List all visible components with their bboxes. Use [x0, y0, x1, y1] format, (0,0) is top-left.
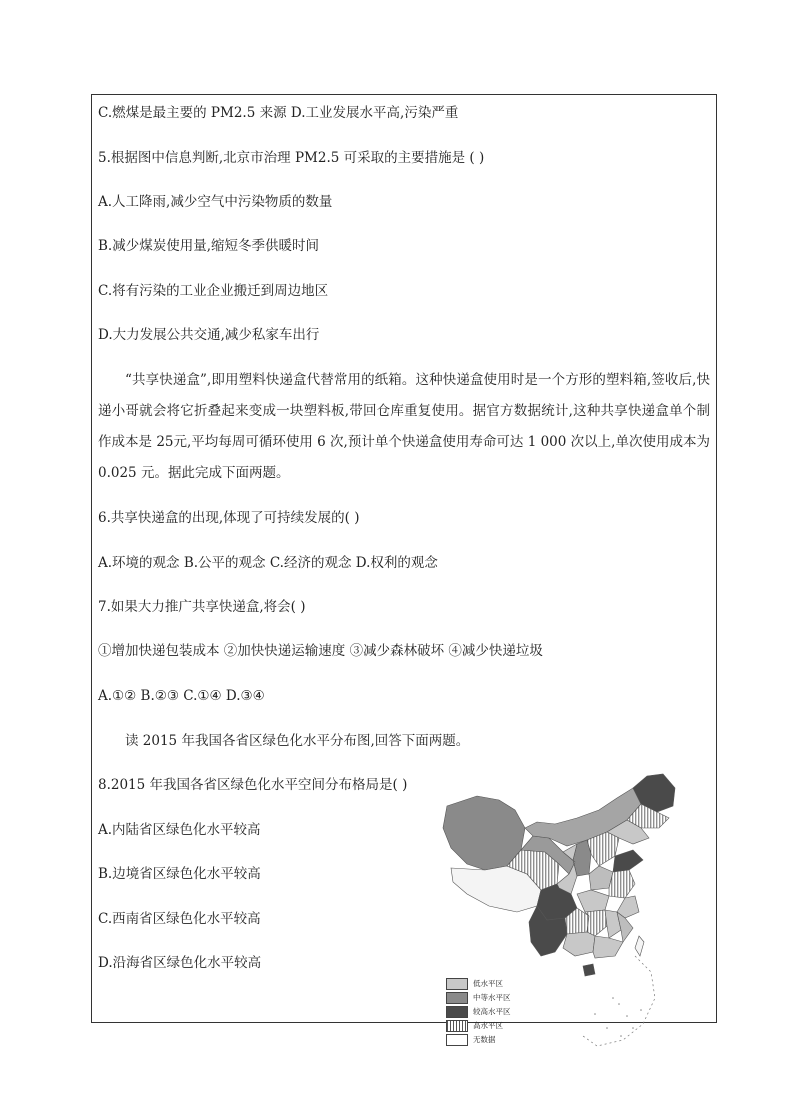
- question-5: 5.根据图中信息判断,北京市治理 PM2.5 可采取的主要措施是 ( ): [98, 150, 485, 166]
- question-7-items: ①增加快递包装成本 ②加快快递运输速度 ③减少森林破坏 ④减少快递垃圾: [98, 643, 543, 659]
- legend-row: [446, 1033, 511, 1047]
- question-5-option-d: D.大力发展公共交通,减少私家车出行: [98, 327, 320, 343]
- legend-swatch-medium: [446, 992, 468, 1004]
- legend-label: 无数据: [473, 1035, 496, 1044]
- question-8-option-d: D.沿海省区绿色化水平较高: [98, 955, 262, 971]
- question-8-option-c: C.西南省区绿色化水平较高: [98, 911, 261, 927]
- legend-row: [446, 1005, 511, 1019]
- legend-label: 高水平区: [473, 1021, 503, 1030]
- region-guangxi: [563, 932, 595, 956]
- question-5-option-a: A.人工降雨,减少空气中污染物质的数量: [98, 194, 333, 210]
- option-line-c-d: C.燃煤是最主要的 PM2.5 来源 D.工业发展水平高,污染严重: [98, 105, 459, 121]
- question-7-options: A.①② B.②③ C.①④ D.③④: [98, 688, 265, 704]
- legend-row: [446, 991, 511, 1005]
- question-5-option-b: B.减少煤炭使用量,缩短冬季供暖时间: [98, 238, 320, 254]
- question-6: 6.共享快递盒的出现,体现了可持续发展的( ): [98, 510, 360, 526]
- question-8-option-b: B.边境省区绿色化水平较高: [98, 866, 261, 882]
- legend-row: [446, 1019, 511, 1033]
- region-guangdong: [593, 936, 623, 958]
- region-xinjiang: [443, 796, 525, 870]
- question-8-option-a: A.内陆省区绿色化水平较高: [98, 822, 261, 838]
- region-taiwan: [635, 936, 644, 956]
- legend-swatch-high: [446, 1020, 468, 1032]
- map-legend: [446, 977, 511, 1047]
- intro-question-8: 读 2015 年我国各省区绿色化水平分布图,回答下面两题。: [125, 733, 470, 749]
- legend-label: 较高水平区: [473, 1007, 511, 1016]
- region-hainan: [583, 964, 595, 976]
- question-7: 7.如果大力推广共享快递盒,将会( ): [98, 599, 306, 615]
- region-jiangsu-anhui: [609, 870, 635, 898]
- question-8: 8.2015 年我国各省区绿色化水平空间分布格局是( ): [98, 777, 408, 793]
- legend-swatch-low: [446, 978, 468, 990]
- legend-row: [446, 977, 511, 991]
- legend-swatch-no-data: [446, 1034, 468, 1046]
- question-6-options: A.环境的观念 B.公平的观念 C.经济的观念 D.权利的观念: [98, 555, 438, 571]
- question-5-option-c: C.将有污染的工业企业搬迁到周边地区: [98, 283, 329, 299]
- region-hunan: [585, 910, 607, 936]
- legend-label: 低水平区: [473, 979, 503, 988]
- region-shandong: [613, 850, 643, 872]
- legend-swatch-higher: [446, 1006, 468, 1018]
- passage-shared-box: “共享快递盒”,即用塑料快递盒代替常用的纸箱。这种快递盒使用时是一个方形的塑料箱,签收后,快递小哥就会将它折叠起来变成一块塑料板,带回仓库重复使用。据官方数据统计,这种共享快递盒单个制作成本是 25元,平均每周可循环使用 6 次,预计单个快递盒使用寿命可达 1 000 次以上,单次使用成本为 0.025 元。据此完成下面两题。: [98, 372, 710, 481]
- region-hubei: [577, 890, 609, 912]
- south-china-sea-islands: [594, 997, 642, 1037]
- legend-label: 中等水平区: [473, 993, 511, 1002]
